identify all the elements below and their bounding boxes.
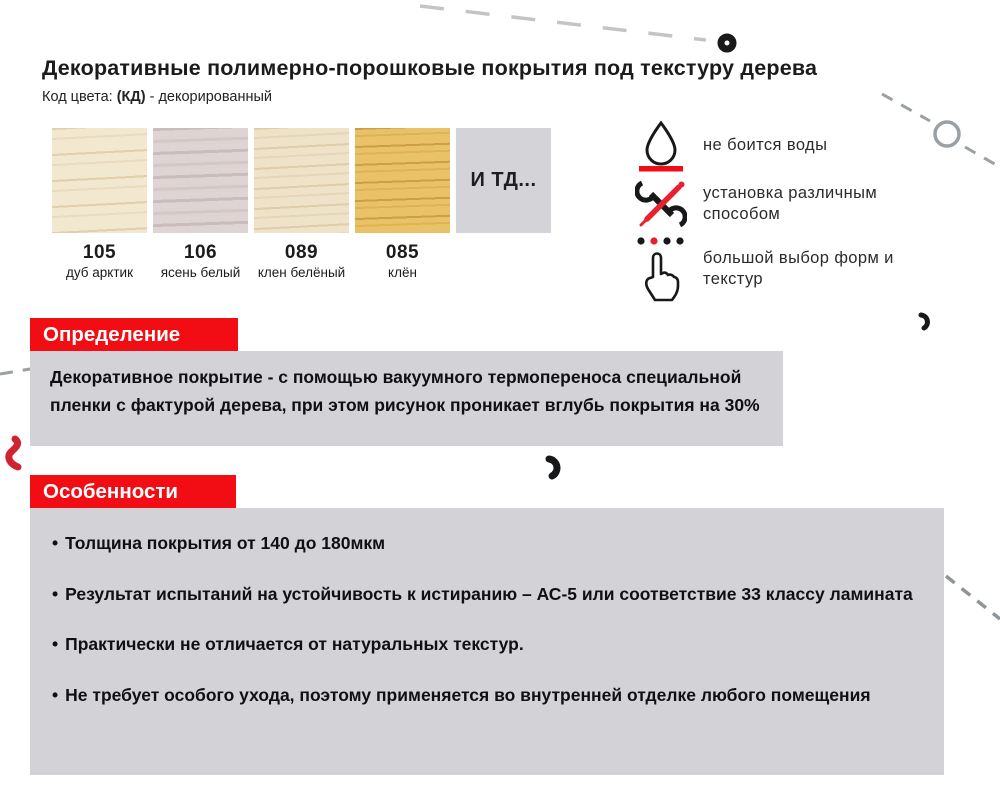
feature-text: Результат испытаний на устойчивость к истиранию – АС-5 или соответствие 33 классу ламината xyxy=(65,583,913,604)
features-heading: Особенности xyxy=(30,475,236,511)
swatch-code: 105 xyxy=(82,242,117,263)
benefit-label: не боится воды xyxy=(703,136,828,155)
swatch-tile-106 xyxy=(153,128,248,233)
swatch-name: дуб арктик xyxy=(66,265,133,280)
swatch-name: ясень белый xyxy=(160,265,241,280)
dashed-line-left xyxy=(0,369,30,374)
red-squiggle xyxy=(9,439,18,467)
definition-heading: Определение xyxy=(30,318,238,354)
water-drop-icon xyxy=(632,120,690,172)
dashed-line-bottomright xyxy=(946,576,1000,619)
swatch-row xyxy=(52,128,551,280)
tap-hand-icon xyxy=(632,236,690,302)
dashed-line-topright-a xyxy=(882,94,930,121)
etc-box: И ТД... xyxy=(456,128,551,233)
swatch-tile-085 xyxy=(355,128,450,233)
crescent-large xyxy=(549,459,557,476)
feature-text: Практически не отличается от натуральных текстур. xyxy=(65,634,524,654)
definition-body: Декоративное покрытие - с помощью вакуумного термопереноса специальной пленки с фактурой дерева, при этом рисунок проникает вглубь покрытия на 30% xyxy=(30,351,783,446)
swatch-name: клён xyxy=(388,265,417,280)
dashed-line-top xyxy=(420,6,706,40)
benefit-label: большой выбор форм и текстур xyxy=(703,248,894,288)
crescent-small xyxy=(921,315,927,328)
color-code-subtitle: Код цвета: (КД) - декорированный xyxy=(42,89,272,105)
features-panel xyxy=(30,508,944,775)
bullet-marker: • xyxy=(52,583,59,604)
benefit-row-install xyxy=(632,178,951,230)
dashed-line-topright-b xyxy=(965,147,998,166)
wrench-screwdriver-icon xyxy=(632,178,690,230)
feature-text: Не требует особого ухода, поэтому применяется во внутренней отделке любого помещения xyxy=(65,684,871,705)
swatch-tile-089 xyxy=(254,128,349,233)
page-title: Декоративные полимерно-порошковые покрытия под текстуру дерева xyxy=(42,56,818,80)
donut-dot xyxy=(721,37,733,49)
bullet-marker: • xyxy=(52,533,59,553)
feature-text: Толщина покрытия от 140 до 180мкм xyxy=(65,533,386,553)
swatch-106 xyxy=(153,128,248,280)
benefit-row-choice xyxy=(632,236,951,302)
benefit-label: установка различным способом xyxy=(703,183,878,223)
swatch-089 xyxy=(254,128,349,280)
swatch-code: 085 xyxy=(385,242,420,263)
feature-bullet xyxy=(52,680,920,712)
feature-bullet xyxy=(52,528,920,560)
benefit-row-water xyxy=(632,120,951,172)
swatch-code: 089 xyxy=(284,242,319,263)
bullet-marker: • xyxy=(52,684,59,705)
feature-bullet xyxy=(52,629,920,661)
feature-bullet xyxy=(52,579,920,611)
swatch-code: 106 xyxy=(183,242,218,263)
swatch-105 xyxy=(52,128,147,280)
swatch-085 xyxy=(355,128,450,280)
swatch-tile-105 xyxy=(52,128,147,233)
swatch-name: клен белёный xyxy=(257,265,346,280)
bullet-marker: • xyxy=(52,634,59,654)
benefits-list xyxy=(632,120,951,308)
